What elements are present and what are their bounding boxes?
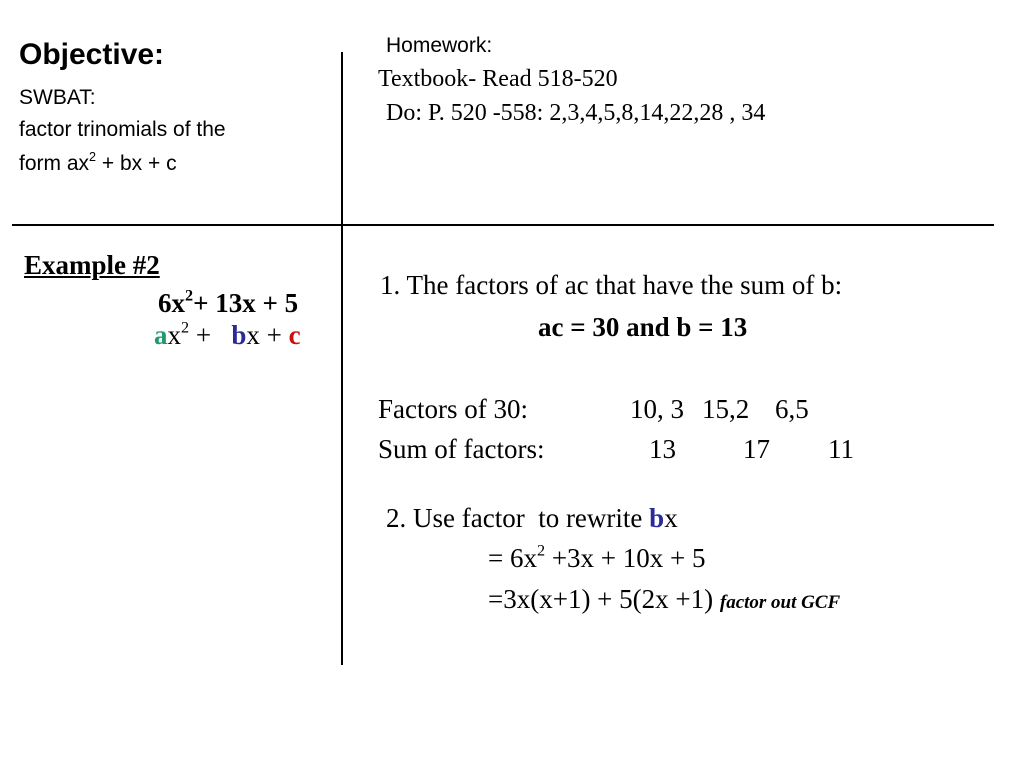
vertical-divider <box>341 52 343 665</box>
factor-pair: 6,5 <box>775 394 809 424</box>
step2-line2 <box>488 584 840 615</box>
general-form <box>154 320 301 351</box>
homework-read: Textbook- Read 518-520 <box>378 66 618 92</box>
factor-sum: 17 <box>743 434 770 464</box>
step2-b: b <box>649 503 665 533</box>
x-term2: x + <box>246 320 289 350</box>
coef-b: b <box>231 320 247 350</box>
form-suffix: + bx + c <box>96 152 177 175</box>
line2-expression: =3x(x+1) + 5(2x +1) <box>488 584 720 614</box>
objective-line1: factor trinomials of the <box>19 118 226 141</box>
factor-pair: 15,2 <box>702 394 750 424</box>
horizontal-divider <box>12 224 994 226</box>
factors-label: Factors of 30: <box>378 394 528 424</box>
step2-heading <box>386 503 678 534</box>
expr-exponent: 2 <box>185 286 194 305</box>
line1-suffix: +3x + 10x + 5 <box>545 543 706 573</box>
step1-heading: 1. The factors of ac that have the sum of b: <box>380 270 843 300</box>
step2-x: x <box>664 503 678 533</box>
coef-a: a <box>154 320 168 350</box>
factor-sum: 11 <box>828 434 854 464</box>
factors-row <box>378 394 825 425</box>
form-exponent: 2 <box>89 150 97 165</box>
expr-part-a: 6x <box>158 288 185 318</box>
objective-line2 <box>19 152 177 176</box>
x-term1: x <box>167 320 181 350</box>
plus-1: + <box>189 320 232 350</box>
objective-title: Objective: <box>19 38 165 71</box>
form-prefix: form ax <box>19 152 90 175</box>
expr-part-b: + 13x + 5 <box>193 288 299 318</box>
line1-prefix: = 6x <box>488 543 537 573</box>
factor-pair: 10, 3 <box>630 394 684 424</box>
coef-c: c <box>288 320 301 350</box>
step2-line1 <box>488 543 706 574</box>
gcf-note: factor out GCF <box>719 592 841 613</box>
general-exponent: 2 <box>181 318 190 337</box>
step1-ac-line: ac = 30 and b = 13 <box>538 312 748 342</box>
step2-heading-prefix: 2. Use factor to rewrite <box>386 503 650 533</box>
factor-sum: 13 <box>649 434 676 464</box>
example-title: Example #2 <box>24 250 160 280</box>
homework-label: Homework: <box>386 34 493 57</box>
swbat-label: SWBAT: <box>19 86 96 109</box>
sums-label: Sum of factors: <box>378 434 545 464</box>
example-expression <box>158 288 298 319</box>
sums-row <box>378 434 868 465</box>
line1-exponent: 2 <box>536 541 546 560</box>
homework-do: Do: P. 520 -558: 2,3,4,5,8,14,22,28 , 34 <box>386 100 766 126</box>
